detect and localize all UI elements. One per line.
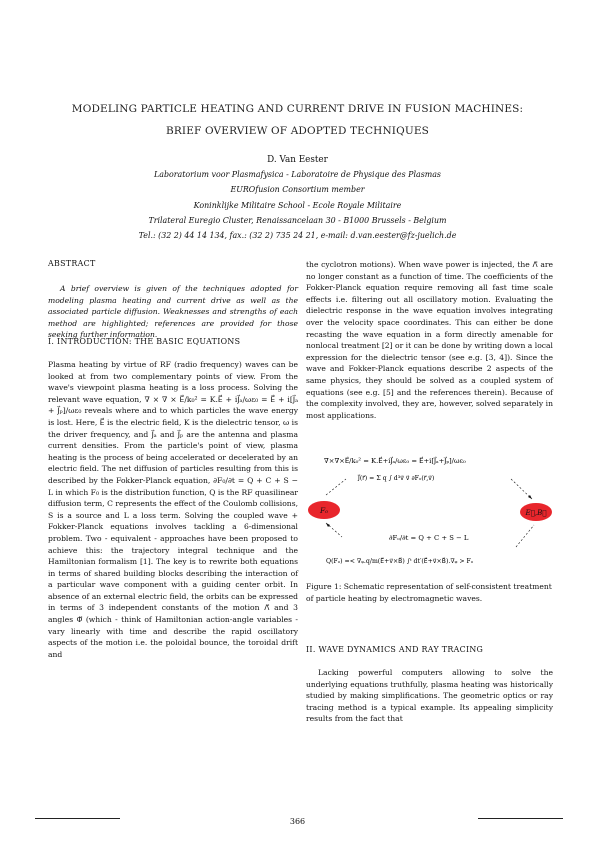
- fokker-planck-equation: ∂Fₒ/∂t = Q + C + S − L: [389, 534, 469, 542]
- affiliations: [30, 167, 565, 243]
- paper-title-line2: BRIEF OVERVIEW OF ADOPTED TECHNIQUES: [165, 125, 430, 137]
- affiliation-line: Trilateral Euregio Cluster, Renaissancelaan 30 - B1000 Brussels - Belgium: [148, 215, 447, 225]
- section1-text: Plasma heating by virtue of RF (radio frequency) waves can be looked at from two complementary points of view. From the wave's viewpoint plasma heating is a loss process. Solving the relevant wave equation, ∇ × ∇ × E⃗/k₀² = K.E⃗ + iJ⃗ₐ/ωε₀ = E⃗ + i[J⃗ₐ + J⃗ₚ]/ωε₀ reveals where and to which particles the wave energy is lost. Here, E⃗ is the electric field, K is the dielectric tensor, ω is the driver frequency, and J⃗ₐ and J⃗ₚ are the antenna and plasma current densities. From the particle's point of view, plasma heating is the process of being accelerated or decelerated by an electric field. The net diffusion of particles resulting from this is described by the Fokker-Planck equation, ∂F₀/∂t = Q + C + S − L in which F₀ is the distribution function, Q is the RF quasilinear diffusion term, C represents the effect of the Coulomb collisions, S is a source and L a loss term. Solving the coupled wave + Fokker-Planck equations involves tackling a 6-dimensional problem. Two - equivalent - approaches have been proposed to achieve this: the trajectory integral technique and the Hamiltonian formalism [1]. The key is to rewrite both equations in terms of shared building blocks describing the interaction of a particular wave component with a guiding center orbit. In absence of an external electric field, the orbits can be expressed in terms of 3 independent constants of the motion Λ⃗ and 3 angles Φ⃗ (which - think of Hamiltonian action-angle variables - vary linearly with time and describe the rapid oscillatory aspects of the motion i.e. the poloidal bounce, the toroidal drift and: [48, 360, 298, 659]
- arrow-right-upper: [511, 479, 532, 499]
- arrow-right-lower: [516, 525, 534, 547]
- footer-rule-right: [478, 818, 563, 819]
- affiliation-line: EUROfusion Consortium member: [230, 185, 365, 195]
- section1-heading: I. INTRODUCTION: THE BASIC EQUATIONS: [48, 337, 241, 346]
- paper-title-line1: MODELING PARTICLE HEATING AND CURRENT DRIVE IN FUSION MACHINES:: [71, 103, 524, 115]
- section2-text: Lacking powerful computers allowing to solve the underlying equations truthfully, plasma heating was historically studied by making simplifications. The geometric optics or ray tracing method is a typical example. Its appealing simplicity results from the fact that: [306, 668, 553, 724]
- figure-caption: Figure 1: Schematic representation of self-consistent treatment of particle heating by electromagnetic waves.: [306, 582, 552, 603]
- page-number: 366: [289, 817, 306, 826]
- affiliation-line: Tel.: (32 2) 44 14 134, fax.: (32 2) 735 24 21, e-mail: d.van.eester@fz-juelich.de: [138, 231, 457, 241]
- current-equation: J⃗(r⃗) = Σ q ∫ d³v⃗ v⃗ ∂Fₒ(r⃗,v⃗): [358, 475, 435, 482]
- author: D. Van Eester: [267, 155, 328, 165]
- right-column-text: the cyclotron motions). When wave power is injected, the Λ⃗ are no longer constant as a function of time. The coefficients of the Fokker-Planck equation require removing all fast time scale effects i.e. filtering out all oscillatory motion. Evaluating the dielectric response in the wave equation involves integrating over the velocity space coordinates. This can either be done recasting the wave equation in a form directly amenable for nonlocal treatment [2] or it can be done by writing down a local expression for the dielectric tensor (see e.g. [3, 4]). Since the wave and Fokker-Planck equations describe 2 aspects of the same physics, they should be solved as a coupled system of equations (see e.g. [5] and the references therein). Because of the complexity involved, they are, however, solved separately in most applications.: [306, 260, 553, 420]
- affiliation-line: Koninklijke Militaire School - Ecole Royale Militaire: [193, 200, 402, 210]
- section2-heading: II. WAVE DYNAMICS AND RAY TRACING: [306, 645, 484, 654]
- wave-equation: ∇×∇×E⃗/k₀² = K.E⃗+iJ⃗ₐ/ωε₀ = E⃗+i[J⃗ₐ+J⃗ₚ]/ωε₀: [324, 457, 466, 465]
- footer-rule-left: [35, 818, 120, 819]
- figure-1-diagram: [306, 455, 553, 573]
- arrow-left-upper: [326, 479, 346, 495]
- abstract-heading: ABSTRACT: [48, 259, 96, 268]
- field-node-label: E⃗,B⃗: [525, 509, 547, 517]
- abstract-text: A brief overview is given of the techniques adopted for modeling plasma heating and current drive as well as the associated particle diffusion. Weaknesses and strengths of each method are highlighted; references are provided for those seeking further information.: [48, 284, 298, 340]
- affiliation-line: Laboratorium voor Plasmafysica - Laboratoire de Physique des Plasmas: [154, 170, 441, 179]
- arrowhead-left-lower: [326, 523, 330, 527]
- distribution-node-label: Fₒ: [319, 506, 329, 515]
- quasilinear-operator: Q(Fₒ) =< ∇ᵩ.q/m(E⃗+v⃗×B⃗) ∫ᵗ dt′(E⃗+v⃗×B⃗).∇ᵩ > Fₒ: [326, 558, 474, 565]
